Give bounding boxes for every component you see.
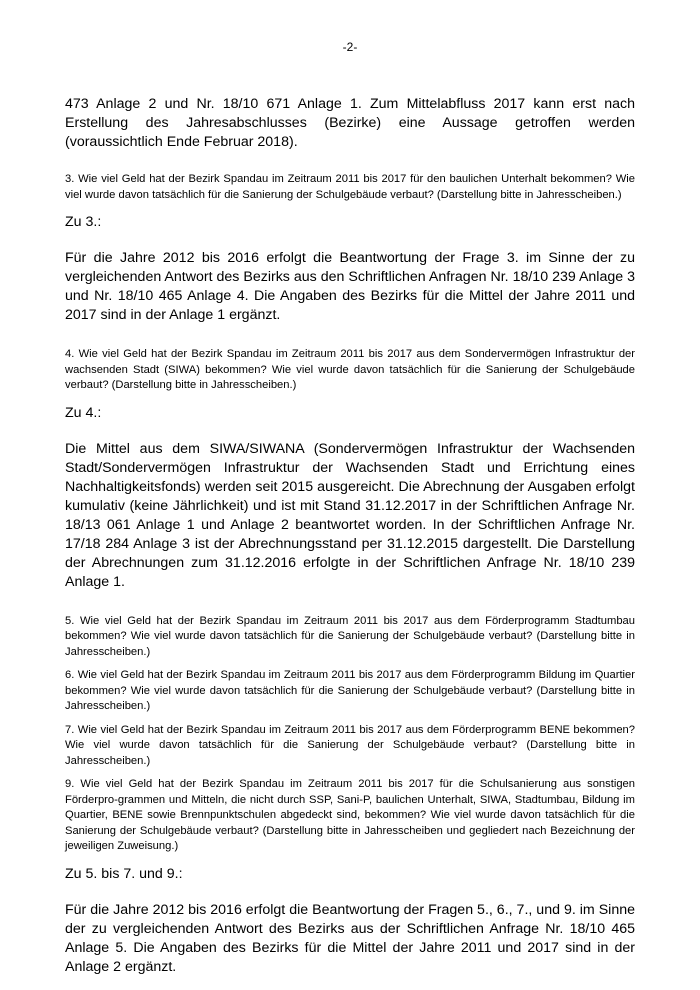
answer-heading-4: Zu 4.: [65, 404, 102, 421]
question-9: 9. Wie viel Geld hat der Bezirk Spandau im Zeitraum 2011 bis 2017 für die Schulsanierung aus sonstigen Förderpro-grammen und Mitteln, die nicht durch SSP, Sani-P, baulichen Unterhalt, SIWA, Stadtumbau, Bildung im Quartier, BENE sowie Brennpunktschulen abgedeckt sind, bekommen? Wie viel wurde davon tatsächlich für die Sanierung der Schulgebäude verbaut? (Darstellung bitte in Jahresscheiben und gegliedert nach Bezeichnung der jeweiligen Zuweisung.) [65, 778, 635, 852]
document-body [65, 95, 635, 977]
answer-paragraph-5-to-9: Für die Jahre 2012 bis 2016 erfolgt die Beantwortung der Fragen 5., 6., 7., und 9. im Sinne der zu vergleichenden Antwort des Bezirks aus der Schriftlichen Anfrage Nr. 18/10 465 Anlage 5. Die Angaben des Bezirks für die Mittel der Jahre 2011 und 2017 sind in der Anlage 2 ergänzt. [65, 901, 635, 975]
question-7: 7. Wie viel Geld hat der Bezirk Spandau im Zeitraum 2011 bis 2017 aus dem Förderprogramm BENE bekommen? Wie viel wurde davon tatsächlich für die Sanierung der Schulgebäude verbaut? (Darstellung bitte in Jahresscheiben.) [65, 723, 635, 767]
answer-heading-5-to-9: Zu 5. bis 7. und 9.: [65, 865, 183, 882]
page-number: -2- [342, 40, 358, 54]
question-4: 4. Wie viel Geld hat der Bezirk Spandau im Zeitraum 2011 bis 2017 aus dem Sondervermögen Infrastruktur der wachsenden Stadt (SIWA) bekommen? Wie viel wurde davon tatsächlich für die Sanierung der Schulgebäude verbaut? (Darstellung bitte in Jahresscheiben.) [65, 348, 635, 391]
question-5: 5. Wie viel Geld hat der Bezirk Spandau im Zeitraum 2011 bis 2017 aus dem Förderprogramm Stadtumbau bekommen? Wie viel wurde davon tatsächlich für die Sanierung der Schulgebäude verbaut? (Darstellung bitte in Jahresscheiben.) [65, 614, 635, 658]
answer-heading-3: Zu 3.: [65, 214, 102, 230]
answer-paragraph-4: Die Mittel aus dem SIWA/SIWANA (Sondervermögen Infrastruktur der Wachsenden Stadt/Sondervermögen Infrastruktur der Wachsenden Stadt und Errichtung eines Nachhaltigkeitsfonds) werden seit 2015 ausgereicht. Die Abrechnung der Ausgaben erfolgt kumulativ (keine Jährlichkeit) und ist mit Stand 31.12.2017 in der Schriftlichen Anfrage Nr. 18/13 061 Anlage 1 und Anlage 2 beantwortet worden. In der Schriftlichen Anfrage Nr. 17/18 284 Anlage 3 ist der Abrechnungsstand per 31.12.2015 dargestellt. Die Darstellung der Abrechnungen zum 31.12.2016 erfolgte in der Schriftlichen Anfrage Nr. 18/10 239 Anlage 1. [65, 440, 635, 590]
question-6: 6. Wie viel Geld hat der Bezirk Spandau im Zeitraum 2011 bis 2017 aus dem Förderprogramm Bildung im Quartier bekommen? Wie viel wurde davon tatsächlich für die Sanierung der Schulgebäude verbaut? (Darstellung bitte in Jahresscheiben.) [65, 669, 635, 712]
answer-paragraph-continued: 473 Anlage 2 und Nr. 18/10 671 Anlage 1. Zum Mittelabfluss 2017 kann erst nach Erstellung des Jahresabschlusses (Bezirke) eine Aussage getroffen werden (voraussichtlich Ende Februar 2018). [65, 96, 635, 150]
answer-paragraph-3: Für die Jahre 2012 bis 2016 erfolgt die Beantwortung der Frage 3. im Sinne der zu vergleichenden Antwort des Bezirks aus den Schriftlichen Anfragen Nr. 18/10 239 Anlage 3 und Nr. 18/10 465 Anlage 4. Die Angaben des Bezirks für die Mittel der Jahre 2011 und 2017 sind in der Anlage 1 ergänzt. [65, 250, 635, 323]
question-3: 3. Wie viel Geld hat der Bezirk Spandau im Zeitraum 2011 bis 2017 für den baulichen Unterhalt bekommen? Wie viel wurde davon tatsächlich für die Sanierung der Schulgebäude verbaut? (Darstellung bitte in Jahresscheiben.) [65, 173, 635, 201]
